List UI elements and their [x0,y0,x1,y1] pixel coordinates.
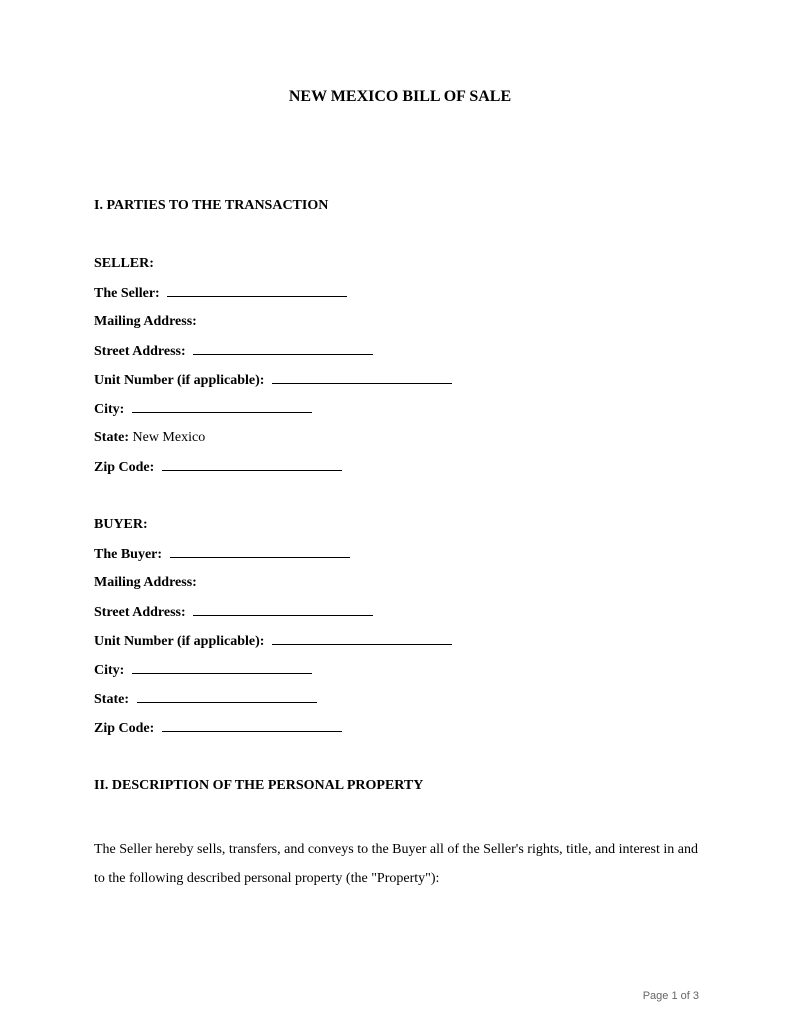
buyer-unit-number-row [94,632,704,661]
buyer-zip-code-label: Zip Code: [94,721,155,736]
seller-street-address-row [94,342,704,371]
buyer-unit-number-label: Unit Number (if applicable): [94,634,265,649]
seller-mailing-address-row [94,313,704,342]
buyer-city-blank[interactable] [132,661,312,674]
seller-name-blank[interactable] [167,284,347,297]
buyer-state-row [94,690,704,719]
buyer-city-label: City: [94,663,125,678]
buyer-street-address-blank[interactable] [193,603,373,616]
buyer-street-address-row [94,603,704,632]
buyer-state-label: State: [94,692,129,707]
seller-name-label: The Seller: [94,286,160,301]
seller-street-address-label: Street Address: [94,344,186,359]
section-heading-property: II. DESCRIPTION OF THE PERSONAL PROPERTY [94,778,424,793]
seller-mailing-address-label: Mailing Address: [94,314,197,329]
buyer-name-row [94,545,704,574]
buyer-zip-code-blank[interactable] [162,719,342,732]
seller-zip-code-label: Zip Code: [94,460,155,475]
seller-name-row [94,284,704,313]
seller-state-label: State: [94,430,129,445]
buyer-street-address-label: Street Address: [94,605,186,620]
section-heading-parties: I. PARTIES TO THE TRANSACTION [94,198,329,213]
seller-state-value: New Mexico [132,430,206,445]
document-body [94,197,704,893]
page-number: Page 1 of 3 [642,990,699,1002]
seller-unit-number-blank[interactable] [272,371,452,384]
seller-state-row [94,429,704,458]
seller-city-label: City: [94,402,125,417]
buyer-mailing-address-label: Mailing Address: [94,575,197,590]
buyer-name-label: The Buyer: [94,547,163,562]
seller-city-row [94,400,704,429]
document-title: NEW MEXICO BILL OF SALE [288,88,512,105]
buyer-zip-code-row [94,719,704,748]
seller-street-address-blank[interactable] [193,342,373,355]
seller-unit-number-row [94,371,704,400]
seller-city-blank[interactable] [132,400,312,413]
buyer-city-row [94,661,704,690]
seller-unit-number-label: Unit Number (if applicable): [94,373,265,388]
seller-zip-code-row [94,458,704,487]
buyer-name-blank[interactable] [170,545,350,558]
buyer-unit-number-blank[interactable] [272,632,452,645]
buyer-mailing-address-row [94,574,704,603]
seller-heading: SELLER: [94,256,154,271]
property-description-paragraph: The Seller hereby sells, transfers, and conveys to the Buyer all of the Seller's rights, title, and interest in and to the following described personal property (the "Property"): [94,842,698,886]
seller-zip-code-blank[interactable] [162,458,342,471]
buyer-state-blank[interactable] [137,690,317,703]
buyer-heading: BUYER: [94,517,148,532]
